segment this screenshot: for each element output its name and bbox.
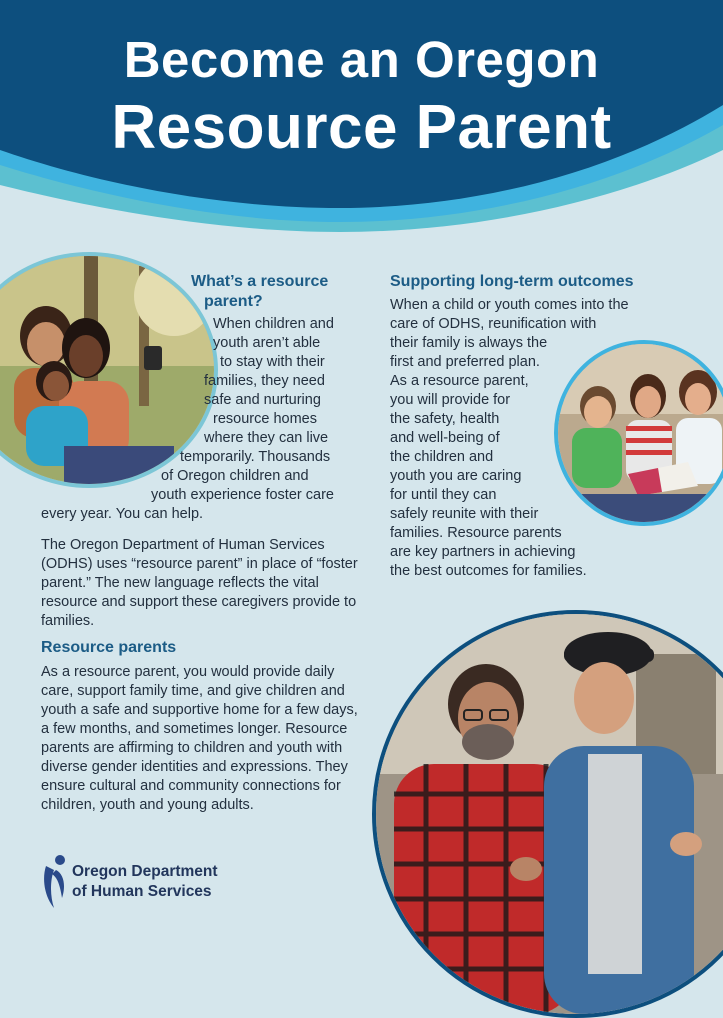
father-son-photo [372, 610, 723, 1018]
resource-parents-heading: Resource parents [41, 639, 177, 656]
whats-resource-parent-heading-line2: parent? [204, 293, 263, 310]
outcomes-line: first and preferred plan. [390, 354, 540, 370]
intro-line: youth aren’t able [213, 335, 321, 351]
logo-line2: of Human Services [72, 883, 212, 900]
supporting-outcomes-heading: Supporting long-term outcomes [390, 273, 634, 290]
children-reading-photo [554, 340, 723, 526]
outcomes-line: you will provide for [390, 392, 511, 408]
odhs-figure-logo-icon [40, 852, 72, 912]
whats-resource-parent-heading-line1: What’s a resource [191, 273, 329, 290]
resource-parents-paragraph: As a resource parent, you would provide daily care, support family time, and give children and youth a safe and supportive home for a few days, a few months, and sometimes longer. Resource parents are affirming to children and youth with diverse gender identities and expressions. They ensure cultural and community connections for children, youth and young adults. [41, 664, 358, 813]
outcomes-line: the safety, health [390, 411, 500, 427]
odhs-paragraph: The Oregon Department of Human Services (ODHS) uses “resource parent” in place of “foster parent.” The new language reflects the vital resource and support these caregivers provide to families. [41, 537, 358, 629]
intro-line: youth experience foster care [151, 487, 334, 503]
outcomes-line: the best outcomes for families. [390, 563, 587, 579]
outcomes-line: and well-being of [390, 430, 500, 446]
intro-line: every year. You can help. [41, 506, 204, 522]
intro-line: resource homes [213, 411, 317, 427]
page-title-line1: Become an Oregon [123, 31, 600, 88]
odhs-logo [40, 852, 240, 912]
outcomes-line: When a child or youth comes into the [390, 297, 629, 313]
page-title-line2: Resource Parent [111, 93, 612, 162]
intro-line: to stay with their [220, 354, 325, 370]
intro-line: where they can live [204, 430, 329, 446]
outcomes-line: safely reunite with their [390, 506, 539, 522]
intro-line: safe and nurturing [204, 392, 321, 408]
intro-line: When children and [213, 316, 334, 332]
outcomes-line: the children and [390, 449, 494, 465]
outcomes-line: their family is always the [390, 335, 548, 351]
intro-line: families, they need [204, 373, 325, 389]
outcomes-line: As a resource parent, [390, 373, 529, 389]
outcomes-line: for until they can [390, 487, 497, 503]
outcomes-line: care of ODHS, reunification with [390, 316, 597, 332]
logo-text [72, 862, 218, 902]
outcomes-line: youth you are caring [390, 468, 522, 484]
outcomes-line: families. Resource parents [390, 525, 562, 541]
intro-line: temporarily. Thousands [180, 449, 331, 465]
outcomes-line: are key partners in achieving [390, 544, 576, 560]
logo-line1: Oregon Department [72, 863, 218, 880]
intro-line: of Oregon children and [161, 468, 309, 484]
